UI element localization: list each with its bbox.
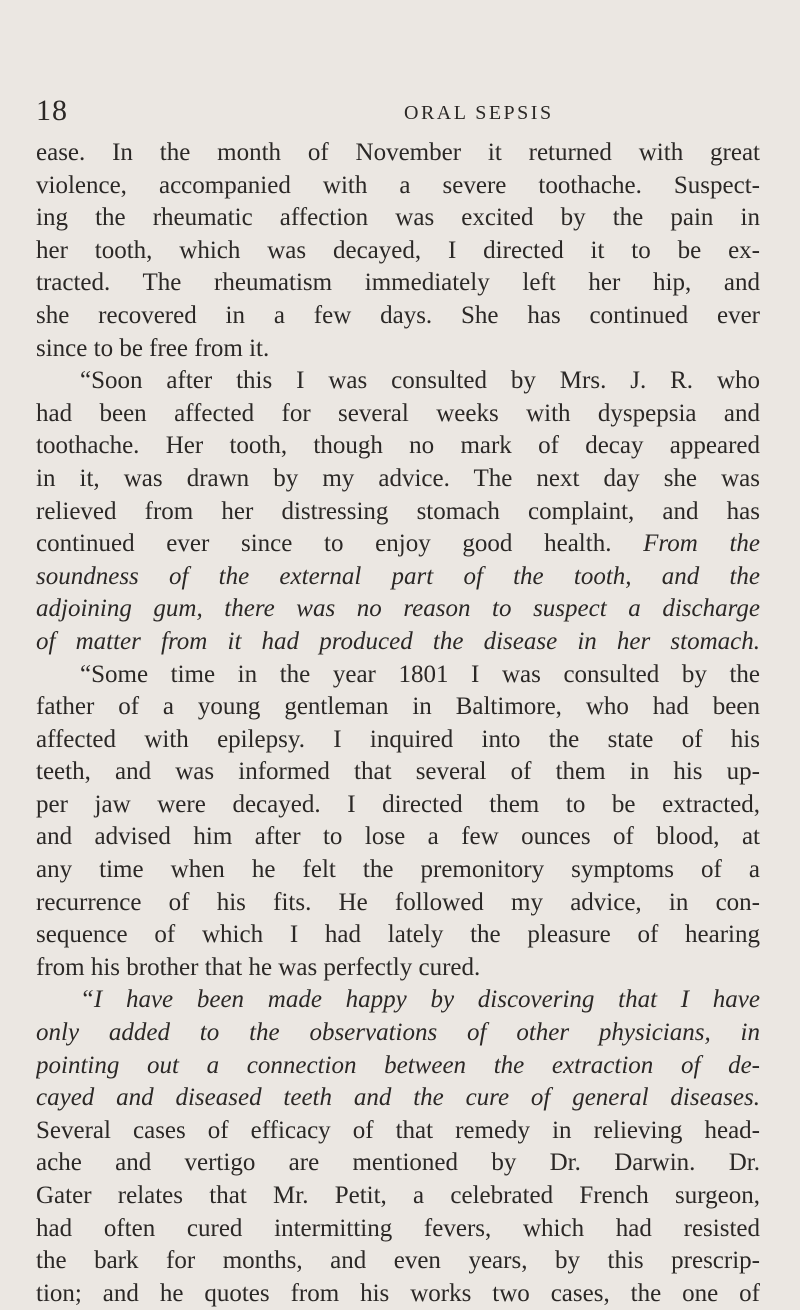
text-line-content: ache and vertigo are mentioned by Dr. Darwin. Dr. <box>36 1149 760 1177</box>
text-line-content: tion; and he quotes from his works two cases, the one of <box>36 1279 760 1307</box>
text-line-content: Several cases of efficacy of that remedy in relieving head- <box>36 1116 760 1144</box>
text-line <box>36 267 760 300</box>
text-line-content: her tooth, which was decayed, I directed it to be ex- <box>36 236 760 264</box>
text-line-content: “I have been made happy by discovering that I have <box>80 986 760 1014</box>
text-line-content: soundness of the external part of the tooth, and the <box>36 562 760 590</box>
text-line-content: since to be free from it. <box>36 334 270 362</box>
text-line <box>36 170 760 203</box>
text-line-content: “Some time in the year 1801 I was consulted by the <box>80 660 760 688</box>
text-line <box>36 496 760 529</box>
text-line-content: the bark for months, and even years, by this prescrip- <box>36 1247 760 1275</box>
text-line-content: father of a young gentleman in Baltimore, who had been <box>36 693 760 721</box>
text-line <box>36 1050 760 1083</box>
text-line <box>36 1180 760 1213</box>
text-line-content: per jaw were decayed. I directed them to be extracted, <box>36 790 760 818</box>
text-line <box>36 756 760 789</box>
text-line-content: from his brother that he was perfectly cured. <box>36 953 481 981</box>
text-line <box>36 724 760 757</box>
text-line <box>36 1278 760 1310</box>
text-line <box>36 430 760 463</box>
text-line <box>36 300 760 333</box>
text-line <box>36 1115 760 1148</box>
text-line <box>36 691 760 724</box>
text-line-content: “Soon after this I was consulted by Mrs. J. R. who <box>80 367 760 395</box>
body-text <box>36 137 760 1310</box>
text-line-content: toothache. Her tooth, though no mark of decay appeared <box>36 432 760 460</box>
text-line-content: cayed and diseased teeth and the cure of general diseases. <box>36 1084 760 1112</box>
text-line <box>36 593 760 626</box>
text-line <box>36 398 760 431</box>
page-header <box>36 96 760 126</box>
text-line <box>36 659 760 692</box>
text-line-content: tracted. The rheumatism immediately left her hip, and <box>36 269 760 297</box>
text-line <box>36 887 760 920</box>
text-line <box>36 626 760 659</box>
text-line <box>36 1245 760 1278</box>
running-head: ORAL SEPSIS <box>404 102 554 124</box>
text-line <box>36 984 760 1017</box>
text-line <box>36 1082 760 1115</box>
text-line-content: of matter from it had produced the disease in her stomach. <box>36 627 760 655</box>
text-line-content: and advised him after to lose a few ounces of blood, at <box>36 823 760 851</box>
text-line-content: in it, was drawn by my advice. The next day she was <box>36 464 760 492</box>
text-line <box>36 1017 760 1050</box>
text-line-content: Gater relates that Mr. Petit, a celebrated French surgeon, <box>36 1182 760 1209</box>
text-line-content: violence, accompanied with a severe toothache. Suspect- <box>36 171 760 199</box>
text-line-content: recurrence of his fits. He followed my advice, in con- <box>36 888 760 916</box>
text-line-content: sequence of which I had lately the pleasure of hearing <box>36 921 760 949</box>
text-line-content: affected with epilepsy. I inquired into the state of his <box>36 725 760 753</box>
text-line-content: any time when he felt the premonitory symptoms of a <box>36 856 760 884</box>
text-line <box>36 789 760 822</box>
text-line-content: only added to the observations of other physicians, in <box>36 1019 760 1047</box>
text-line-content: teeth, and was informed that several of them in his up- <box>36 758 760 786</box>
text-line-content: pointing out a connection between the extraction of de- <box>36 1051 760 1079</box>
text-line-content: ease. In the month of November it returned with great <box>36 139 760 166</box>
text-line-content: ing the rheumatic affection was excited by the pain in <box>36 204 760 232</box>
text-line <box>36 952 760 985</box>
text-line-content: continued ever since to enjoy good health. <box>36 530 612 558</box>
text-line <box>36 202 760 235</box>
italic-text: From the <box>643 530 760 558</box>
text-line <box>36 365 760 398</box>
text-line-content: had been affected for several weeks with dyspepsia and <box>36 399 760 427</box>
text-line-content: relieved from her distressing stomach complaint, and has <box>36 497 760 525</box>
page-number: 18 <box>36 94 68 127</box>
text-line-content: had often cured intermitting fevers, which had resisted <box>36 1214 760 1242</box>
text-line <box>36 1213 760 1246</box>
text-line <box>36 821 760 854</box>
text-line <box>36 235 760 268</box>
text-line <box>36 919 760 952</box>
text-line <box>36 854 760 887</box>
text-line <box>36 1147 760 1180</box>
text-line <box>36 137 760 170</box>
text-line <box>36 528 760 561</box>
text-line-content: she recovered in a few days. She has continued ever <box>36 301 760 329</box>
text-line <box>36 333 760 366</box>
text-line-content: adjoining gum, there was no reason to suspect a discharge <box>36 595 760 623</box>
text-line <box>36 463 760 496</box>
text-line <box>36 561 760 594</box>
